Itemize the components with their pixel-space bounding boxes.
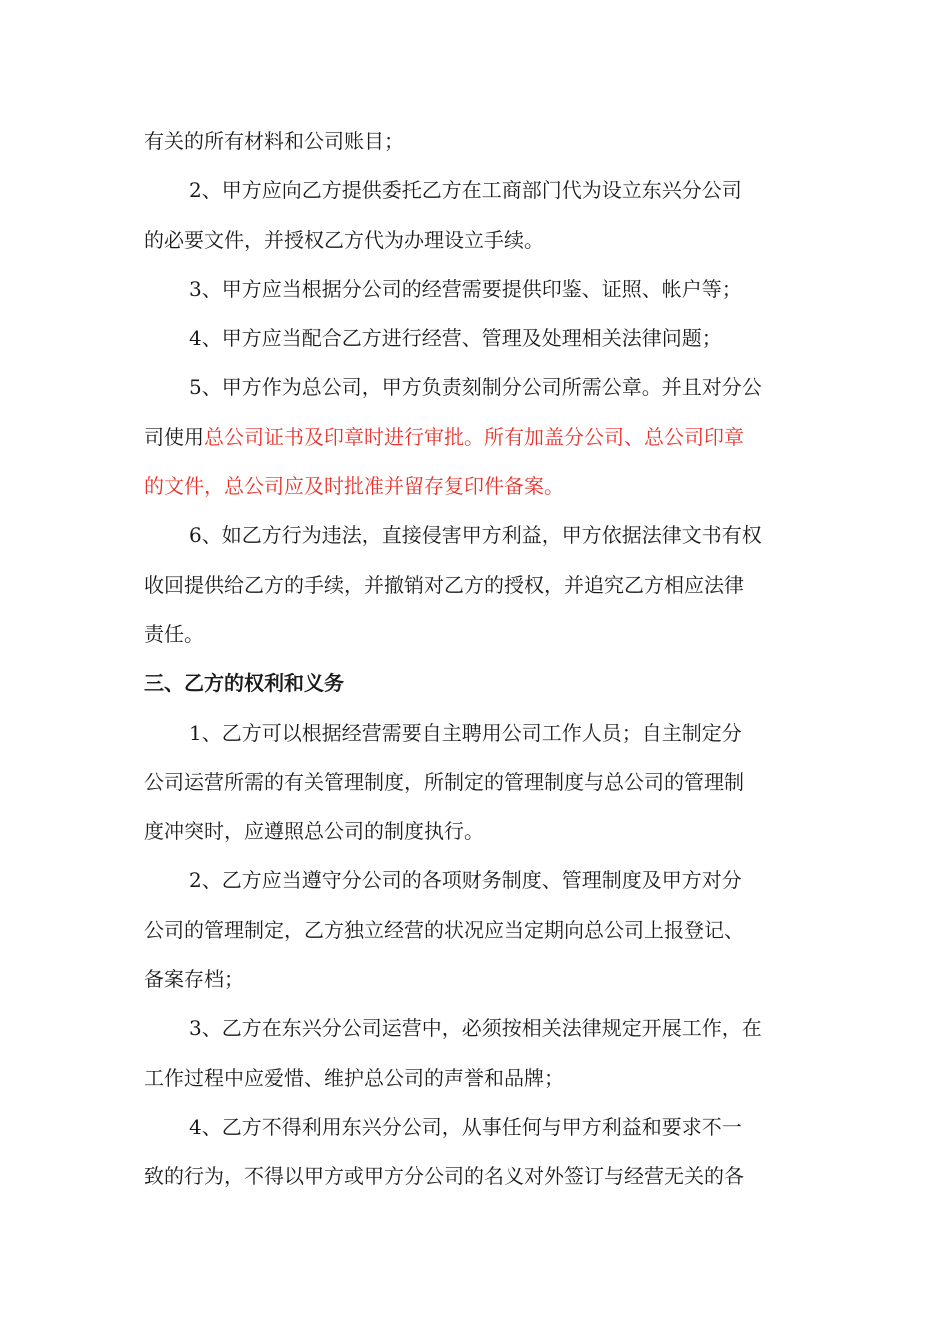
b-clause-1-line-3: 度冲突时，应遵照总公司的制度执行。	[144, 819, 484, 844]
clause-6-line-1: 6、如乙方行为违法，直接侵害甲方利益，甲方依据法律文书有权	[189, 523, 762, 548]
text-line: 有关的所有材料和公司账目；	[144, 129, 404, 153]
clause-2-line-1: 2、甲方应向乙方提供委托乙方在工商部门代为设立东兴分公司	[189, 178, 742, 203]
b-clause-2-line-1: 2、乙方应当遵守分公司的各项财务制度、管理制度及甲方对分	[189, 868, 742, 893]
clause-5-line-1: 5、甲方作为总公司，甲方负责刻制分公司所需公章。并且对分公	[189, 375, 762, 400]
clause-2-line-2: 的必要文件，并授权乙方代为办理设立手续。	[144, 227, 544, 252]
b-clause-4-line-1: 4、乙方不得利用东兴分公司，从事任何与甲方利益和要求不一	[189, 1114, 742, 1139]
b-clause-4-line-2: 致的行为，不得以甲方或甲方分公司的名义对外签订与经营无关的各	[144, 1164, 744, 1189]
document-body	[144, 117, 814, 1202]
highlighted-text: 的文件，总公司应及时批准并留存复印件备案。	[144, 474, 564, 499]
b-clause-2-line-3: 备案存档；	[144, 967, 244, 992]
clause-4-line-1: 4、甲方应当配合乙方进行经营、管理及处理相关法律问题；	[189, 326, 722, 351]
clause-3-line-1: 3、甲方应当根据分公司的经营需要提供印鉴、证照、帐户等；	[189, 276, 742, 301]
b-clause-1-line-1: 1、乙方可以根据经营需要自主聘用公司工作人员；自主制定分	[189, 720, 742, 745]
clause-5-line-3	[144, 462, 814, 511]
b-clause-1-line-2: 公司运营所需的有关管理制度，所制定的管理制度与总公司的管理制	[144, 769, 744, 794]
clause-6-line-2: 收回提供给乙方的手续，并撤销对乙方的授权，并追究乙方相应法律	[144, 572, 744, 597]
highlighted-text: 总公司证书及印章时进行审批。所有加盖分公司、总公司印章	[204, 424, 744, 449]
b-clause-2-line-2: 公司的管理制定，乙方独立经营的状况应当定期向总公司上报登记、	[144, 917, 744, 942]
b-clause-3-line-1: 3、乙方在东兴分公司运营中，必须按相关法律规定开展工作，在	[189, 1016, 762, 1041]
clause-5-line-2: 司使用总公司证书及印章时进行审批。所有加盖分公司、总公司印章	[144, 424, 744, 449]
clause-6-line-3: 责任。	[144, 621, 204, 646]
section-heading: 三、乙方的权利和义务	[144, 671, 344, 696]
b-clause-3-line-2: 工作过程中应爱惜、维护总公司的声誉和品牌；	[144, 1065, 564, 1090]
